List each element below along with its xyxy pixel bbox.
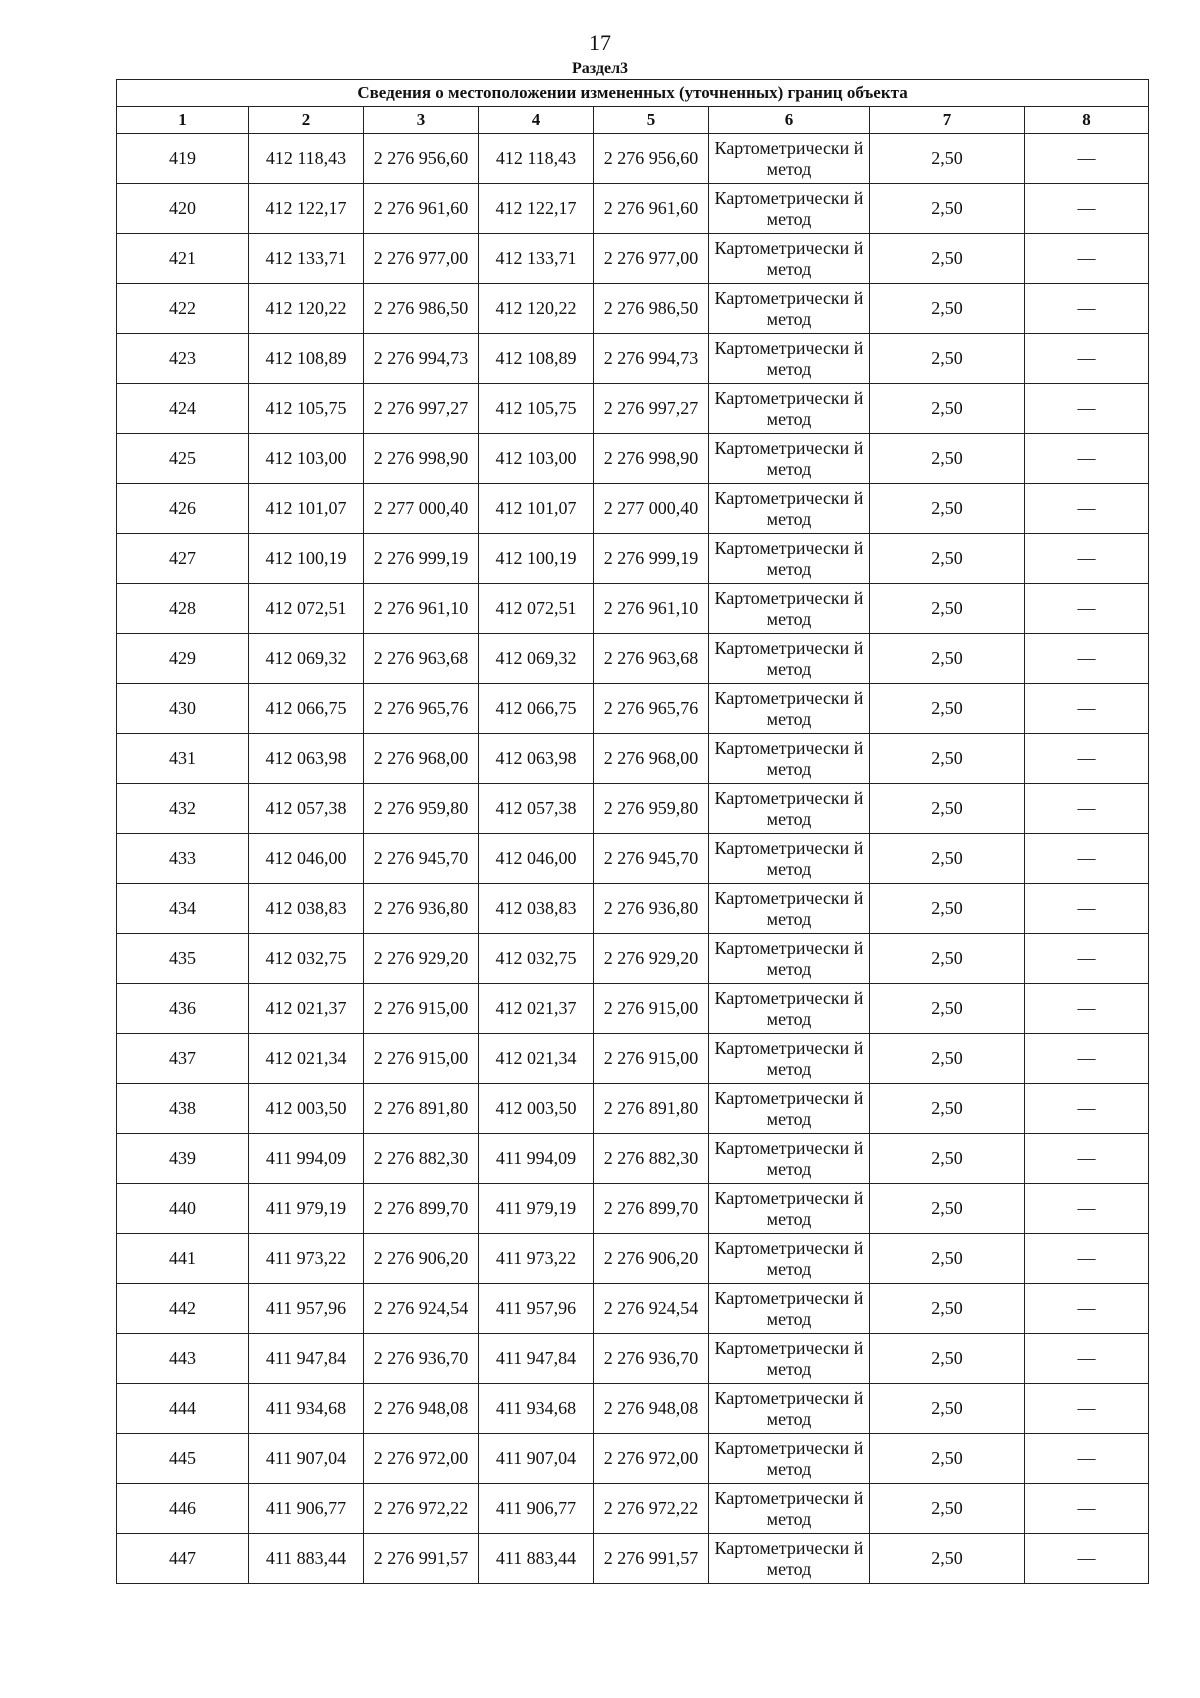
y-new-cell: 2 276 972,00 [594, 1434, 709, 1484]
column-number: 3 [364, 107, 479, 134]
x-new-cell: 412 100,19 [479, 534, 594, 584]
y-new-cell: 2 276 961,10 [594, 584, 709, 634]
description-cell: — [1025, 1434, 1149, 1484]
x-old-cell: 412 120,22 [249, 284, 364, 334]
table-row [117, 934, 1149, 984]
y-old-cell: 2 276 999,19 [364, 534, 479, 584]
table-row [117, 784, 1149, 834]
x-old-cell: 412 122,17 [249, 184, 364, 234]
y-new-cell: 2 276 929,20 [594, 934, 709, 984]
description-cell: — [1025, 984, 1149, 1034]
description-cell: — [1025, 1084, 1149, 1134]
method-cell: Картометрически й метод [709, 784, 870, 834]
method-cell: Картометрически й метод [709, 334, 870, 384]
table-row [117, 434, 1149, 484]
x-old-cell: 412 066,75 [249, 684, 364, 734]
x-new-cell: 411 907,04 [479, 1434, 594, 1484]
x-new-cell: 412 072,51 [479, 584, 594, 634]
y-new-cell: 2 276 948,08 [594, 1384, 709, 1434]
y-old-cell: 2 276 929,20 [364, 934, 479, 984]
accuracy-cell: 2,50 [870, 784, 1025, 834]
point-number-cell: 445 [117, 1434, 249, 1484]
method-cell: Картометрически й метод [709, 984, 870, 1034]
x-old-cell: 412 069,32 [249, 634, 364, 684]
y-old-cell: 2 277 000,40 [364, 484, 479, 534]
method-cell: Картометрически й метод [709, 1534, 870, 1584]
x-old-cell: 411 883,44 [249, 1534, 364, 1584]
accuracy-cell: 2,50 [870, 634, 1025, 684]
point-number-cell: 424 [117, 384, 249, 434]
accuracy-cell: 2,50 [870, 1084, 1025, 1134]
y-new-cell: 2 276 956,60 [594, 134, 709, 184]
x-old-cell: 412 103,00 [249, 434, 364, 484]
description-cell: — [1025, 1334, 1149, 1384]
y-old-cell: 2 276 998,90 [364, 434, 479, 484]
x-new-cell: 412 120,22 [479, 284, 594, 334]
x-new-cell: 412 108,89 [479, 334, 594, 384]
y-new-cell: 2 276 965,76 [594, 684, 709, 734]
accuracy-cell: 2,50 [870, 934, 1025, 984]
table-row [117, 1384, 1149, 1434]
description-cell: — [1025, 584, 1149, 634]
table-row [117, 1134, 1149, 1184]
method-cell: Картометрически й метод [709, 1234, 870, 1284]
x-new-cell: 412 118,43 [479, 134, 594, 184]
description-cell: — [1025, 1534, 1149, 1584]
method-cell: Картометрически й метод [709, 1134, 870, 1184]
description-cell: — [1025, 1184, 1149, 1234]
accuracy-cell: 2,50 [870, 1484, 1025, 1534]
table-row [117, 1034, 1149, 1084]
y-new-cell: 2 276 986,50 [594, 284, 709, 334]
point-number-cell: 422 [117, 284, 249, 334]
x-new-cell: 411 973,22 [479, 1234, 594, 1284]
table-row [117, 984, 1149, 1034]
y-old-cell: 2 276 948,08 [364, 1384, 479, 1434]
table-row [117, 1334, 1149, 1384]
x-new-cell: 411 934,68 [479, 1384, 594, 1434]
method-cell: Картометрически й метод [709, 1484, 870, 1534]
description-cell: — [1025, 634, 1149, 684]
accuracy-cell: 2,50 [870, 1284, 1025, 1334]
x-new-cell: 411 994,09 [479, 1134, 594, 1184]
point-number-cell: 420 [117, 184, 249, 234]
description-cell: — [1025, 1384, 1149, 1434]
point-number-cell: 447 [117, 1534, 249, 1584]
y-new-cell: 2 276 968,00 [594, 734, 709, 784]
description-cell: — [1025, 934, 1149, 984]
x-new-cell: 411 979,19 [479, 1184, 594, 1234]
method-cell: Картометрически й метод [709, 184, 870, 234]
description-cell: — [1025, 384, 1149, 434]
accuracy-cell: 2,50 [870, 234, 1025, 284]
accuracy-cell: 2,50 [870, 1384, 1025, 1434]
accuracy-cell: 2,50 [870, 184, 1025, 234]
point-number-cell: 431 [117, 734, 249, 784]
table-body [117, 134, 1149, 1584]
column-number: 7 [870, 107, 1025, 134]
point-number-cell: 439 [117, 1134, 249, 1184]
accuracy-cell: 2,50 [870, 284, 1025, 334]
point-number-cell: 435 [117, 934, 249, 984]
y-new-cell: 2 276 906,20 [594, 1234, 709, 1284]
accuracy-cell: 2,50 [870, 734, 1025, 784]
section-title: Раздел3 [571, 60, 629, 77]
accuracy-cell: 2,50 [870, 1184, 1025, 1234]
x-old-cell: 412 057,38 [249, 784, 364, 834]
x-old-cell: 411 907,04 [249, 1434, 364, 1484]
x-new-cell: 411 906,77 [479, 1484, 594, 1534]
x-new-cell: 412 069,32 [479, 634, 594, 684]
accuracy-cell: 2,50 [870, 984, 1025, 1034]
description-cell: — [1025, 284, 1149, 334]
description-cell: — [1025, 1484, 1149, 1534]
y-new-cell: 2 276 961,60 [594, 184, 709, 234]
table-row [117, 1284, 1149, 1334]
method-cell: Картометрически й метод [709, 284, 870, 334]
x-new-cell: 412 003,50 [479, 1084, 594, 1134]
table-caption: Сведения о местоположении измененных (уточненных) границ объекта [117, 80, 1149, 107]
column-number: 1 [117, 107, 249, 134]
x-new-cell: 412 032,75 [479, 934, 594, 984]
table-row [117, 284, 1149, 334]
table-row [117, 334, 1149, 384]
y-new-cell: 2 276 998,90 [594, 434, 709, 484]
description-cell: — [1025, 884, 1149, 934]
table-row [117, 534, 1149, 584]
point-number-cell: 446 [117, 1484, 249, 1534]
y-old-cell: 2 276 972,00 [364, 1434, 479, 1484]
description-cell: — [1025, 234, 1149, 284]
table-row [117, 634, 1149, 684]
method-cell: Картометрически й метод [709, 734, 870, 784]
y-new-cell: 2 276 936,80 [594, 884, 709, 934]
description-cell: — [1025, 1034, 1149, 1084]
description-cell: — [1025, 734, 1149, 784]
point-number-cell: 442 [117, 1284, 249, 1334]
y-new-cell: 2 276 924,54 [594, 1284, 709, 1334]
column-number: 8 [1025, 107, 1149, 134]
x-old-cell: 412 021,34 [249, 1034, 364, 1084]
table-row [117, 884, 1149, 934]
y-old-cell: 2 276 945,70 [364, 834, 479, 884]
description-cell: — [1025, 1284, 1149, 1334]
accuracy-cell: 2,50 [870, 484, 1025, 534]
table-row [117, 734, 1149, 784]
y-old-cell: 2 276 997,27 [364, 384, 479, 434]
description-cell: — [1025, 534, 1149, 584]
y-old-cell: 2 276 972,22 [364, 1484, 479, 1534]
point-number-cell: 443 [117, 1334, 249, 1384]
x-old-cell: 411 973,22 [249, 1234, 364, 1284]
accuracy-cell: 2,50 [870, 534, 1025, 584]
accuracy-cell: 2,50 [870, 1234, 1025, 1284]
y-old-cell: 2 276 915,00 [364, 1034, 479, 1084]
column-number: 2 [249, 107, 364, 134]
table-row [117, 1184, 1149, 1234]
table-row [117, 684, 1149, 734]
table-row [117, 234, 1149, 284]
point-number-cell: 433 [117, 834, 249, 884]
method-cell: Картометрически й метод [709, 1434, 870, 1484]
x-old-cell: 412 101,07 [249, 484, 364, 534]
accuracy-cell: 2,50 [870, 134, 1025, 184]
boundary-coordinates-table [116, 79, 1149, 1584]
y-new-cell: 2 276 915,00 [594, 984, 709, 1034]
y-new-cell: 2 276 936,70 [594, 1334, 709, 1384]
method-cell: Картометрически й метод [709, 134, 870, 184]
x-new-cell: 412 101,07 [479, 484, 594, 534]
y-old-cell: 2 276 906,20 [364, 1234, 479, 1284]
point-number-cell: 421 [117, 234, 249, 284]
description-cell: — [1025, 484, 1149, 534]
page-number: 17 [589, 30, 611, 55]
point-number-cell: 423 [117, 334, 249, 384]
column-number: 6 [709, 107, 870, 134]
y-new-cell: 2 276 999,19 [594, 534, 709, 584]
method-cell: Картометрически й метод [709, 1284, 870, 1334]
x-old-cell: 412 038,83 [249, 884, 364, 934]
method-cell: Картометрически й метод [709, 584, 870, 634]
point-number-cell: 444 [117, 1384, 249, 1434]
point-number-cell: 434 [117, 884, 249, 934]
point-number-cell: 436 [117, 984, 249, 1034]
point-number-cell: 437 [117, 1034, 249, 1084]
point-number-cell: 438 [117, 1084, 249, 1134]
accuracy-cell: 2,50 [870, 1134, 1025, 1184]
description-cell: — [1025, 784, 1149, 834]
x-old-cell: 412 063,98 [249, 734, 364, 784]
description-cell: — [1025, 334, 1149, 384]
accuracy-cell: 2,50 [870, 1334, 1025, 1384]
method-cell: Картометрически й метод [709, 884, 870, 934]
y-new-cell: 2 276 972,22 [594, 1484, 709, 1534]
method-cell: Картометрически й метод [709, 484, 870, 534]
y-new-cell: 2 276 977,00 [594, 234, 709, 284]
y-new-cell: 2 276 991,57 [594, 1534, 709, 1584]
y-old-cell: 2 276 963,68 [364, 634, 479, 684]
table-row [117, 1234, 1149, 1284]
description-cell: — [1025, 1234, 1149, 1284]
table-row [117, 184, 1149, 234]
y-new-cell: 2 276 899,70 [594, 1184, 709, 1234]
x-new-cell: 412 063,98 [479, 734, 594, 784]
accuracy-cell: 2,50 [870, 384, 1025, 434]
method-cell: Картометрически й метод [709, 1184, 870, 1234]
point-number-cell: 440 [117, 1184, 249, 1234]
y-new-cell: 2 276 997,27 [594, 384, 709, 434]
x-old-cell: 411 957,96 [249, 1284, 364, 1334]
method-cell: Картометрически й метод [709, 534, 870, 584]
table-row [117, 1534, 1149, 1584]
method-cell: Картометрически й метод [709, 1334, 870, 1384]
accuracy-cell: 2,50 [870, 884, 1025, 934]
accuracy-cell: 2,50 [870, 584, 1025, 634]
x-new-cell: 412 066,75 [479, 684, 594, 734]
x-new-cell: 411 883,44 [479, 1534, 594, 1584]
x-old-cell: 412 021,37 [249, 984, 364, 1034]
x-old-cell: 411 979,19 [249, 1184, 364, 1234]
x-old-cell: 411 934,68 [249, 1384, 364, 1434]
point-number-cell: 430 [117, 684, 249, 734]
column-number-row [117, 107, 1149, 134]
accuracy-cell: 2,50 [870, 1534, 1025, 1584]
column-number: 4 [479, 107, 594, 134]
y-old-cell: 2 276 968,00 [364, 734, 479, 784]
table-row [117, 584, 1149, 634]
method-cell: Картометрически й метод [709, 934, 870, 984]
point-number-cell: 425 [117, 434, 249, 484]
y-old-cell: 2 276 956,60 [364, 134, 479, 184]
method-cell: Картометрически й метод [709, 634, 870, 684]
y-old-cell: 2 276 977,00 [364, 234, 479, 284]
table-caption-row [117, 80, 1149, 107]
x-old-cell: 412 108,89 [249, 334, 364, 384]
x-old-cell: 412 100,19 [249, 534, 364, 584]
point-number-cell: 419 [117, 134, 249, 184]
description-cell: — [1025, 134, 1149, 184]
y-old-cell: 2 276 959,80 [364, 784, 479, 834]
point-number-cell: 426 [117, 484, 249, 534]
table-row [117, 1084, 1149, 1134]
method-cell: Картометрически й метод [709, 234, 870, 284]
x-old-cell: 412 003,50 [249, 1084, 364, 1134]
x-old-cell: 412 046,00 [249, 834, 364, 884]
point-number-cell: 429 [117, 634, 249, 684]
x-new-cell: 412 046,00 [479, 834, 594, 884]
description-cell: — [1025, 184, 1149, 234]
method-cell: Картометрически й метод [709, 384, 870, 434]
method-cell: Картометрически й метод [709, 1084, 870, 1134]
y-new-cell: 2 276 994,73 [594, 334, 709, 384]
method-cell: Картометрически й метод [709, 684, 870, 734]
x-new-cell: 411 947,84 [479, 1334, 594, 1384]
accuracy-cell: 2,50 [870, 334, 1025, 384]
x-old-cell: 411 906,77 [249, 1484, 364, 1534]
y-old-cell: 2 276 882,30 [364, 1134, 479, 1184]
x-old-cell: 412 133,71 [249, 234, 364, 284]
accuracy-cell: 2,50 [870, 834, 1025, 884]
accuracy-cell: 2,50 [870, 1434, 1025, 1484]
y-new-cell: 2 276 882,30 [594, 1134, 709, 1184]
y-new-cell: 2 276 963,68 [594, 634, 709, 684]
x-new-cell: 412 133,71 [479, 234, 594, 284]
x-new-cell: 412 057,38 [479, 784, 594, 834]
method-cell: Картометрически й метод [709, 834, 870, 884]
x-old-cell: 411 947,84 [249, 1334, 364, 1384]
x-new-cell: 412 122,17 [479, 184, 594, 234]
description-cell: — [1025, 834, 1149, 884]
method-cell: Картометрически й метод [709, 1384, 870, 1434]
y-new-cell: 2 277 000,40 [594, 484, 709, 534]
x-new-cell: 412 038,83 [479, 884, 594, 934]
table-row [117, 1434, 1149, 1484]
table-row [117, 834, 1149, 884]
x-old-cell: 412 072,51 [249, 584, 364, 634]
x-new-cell: 411 957,96 [479, 1284, 594, 1334]
y-old-cell: 2 276 936,80 [364, 884, 479, 934]
point-number-cell: 427 [117, 534, 249, 584]
y-old-cell: 2 276 936,70 [364, 1334, 479, 1384]
table-row [117, 1484, 1149, 1534]
y-old-cell: 2 276 991,57 [364, 1534, 479, 1584]
table-row [117, 484, 1149, 534]
y-old-cell: 2 276 961,10 [364, 584, 479, 634]
table-row [117, 384, 1149, 434]
description-cell: — [1025, 1134, 1149, 1184]
y-new-cell: 2 276 959,80 [594, 784, 709, 834]
y-new-cell: 2 276 891,80 [594, 1084, 709, 1134]
x-new-cell: 412 021,37 [479, 984, 594, 1034]
y-old-cell: 2 276 994,73 [364, 334, 479, 384]
point-number-cell: 441 [117, 1234, 249, 1284]
x-old-cell: 412 105,75 [249, 384, 364, 434]
x-new-cell: 412 105,75 [479, 384, 594, 434]
point-number-cell: 428 [117, 584, 249, 634]
method-cell: Картометрически й метод [709, 434, 870, 484]
x-old-cell: 412 118,43 [249, 134, 364, 184]
x-old-cell: 412 032,75 [249, 934, 364, 984]
y-old-cell: 2 276 899,70 [364, 1184, 479, 1234]
y-old-cell: 2 276 961,60 [364, 184, 479, 234]
table-row [117, 134, 1149, 184]
y-old-cell: 2 276 891,80 [364, 1084, 479, 1134]
description-cell: — [1025, 434, 1149, 484]
accuracy-cell: 2,50 [870, 1034, 1025, 1084]
y-new-cell: 2 276 915,00 [594, 1034, 709, 1084]
y-new-cell: 2 276 945,70 [594, 834, 709, 884]
y-old-cell: 2 276 915,00 [364, 984, 479, 1034]
x-new-cell: 412 021,34 [479, 1034, 594, 1084]
y-old-cell: 2 276 965,76 [364, 684, 479, 734]
column-number: 5 [594, 107, 709, 134]
y-old-cell: 2 276 924,54 [364, 1284, 479, 1334]
accuracy-cell: 2,50 [870, 684, 1025, 734]
y-old-cell: 2 276 986,50 [364, 284, 479, 334]
point-number-cell: 432 [117, 784, 249, 834]
method-cell: Картометрически й метод [709, 1034, 870, 1084]
x-new-cell: 412 103,00 [479, 434, 594, 484]
accuracy-cell: 2,50 [870, 434, 1025, 484]
x-old-cell: 411 994,09 [249, 1134, 364, 1184]
description-cell: — [1025, 684, 1149, 734]
